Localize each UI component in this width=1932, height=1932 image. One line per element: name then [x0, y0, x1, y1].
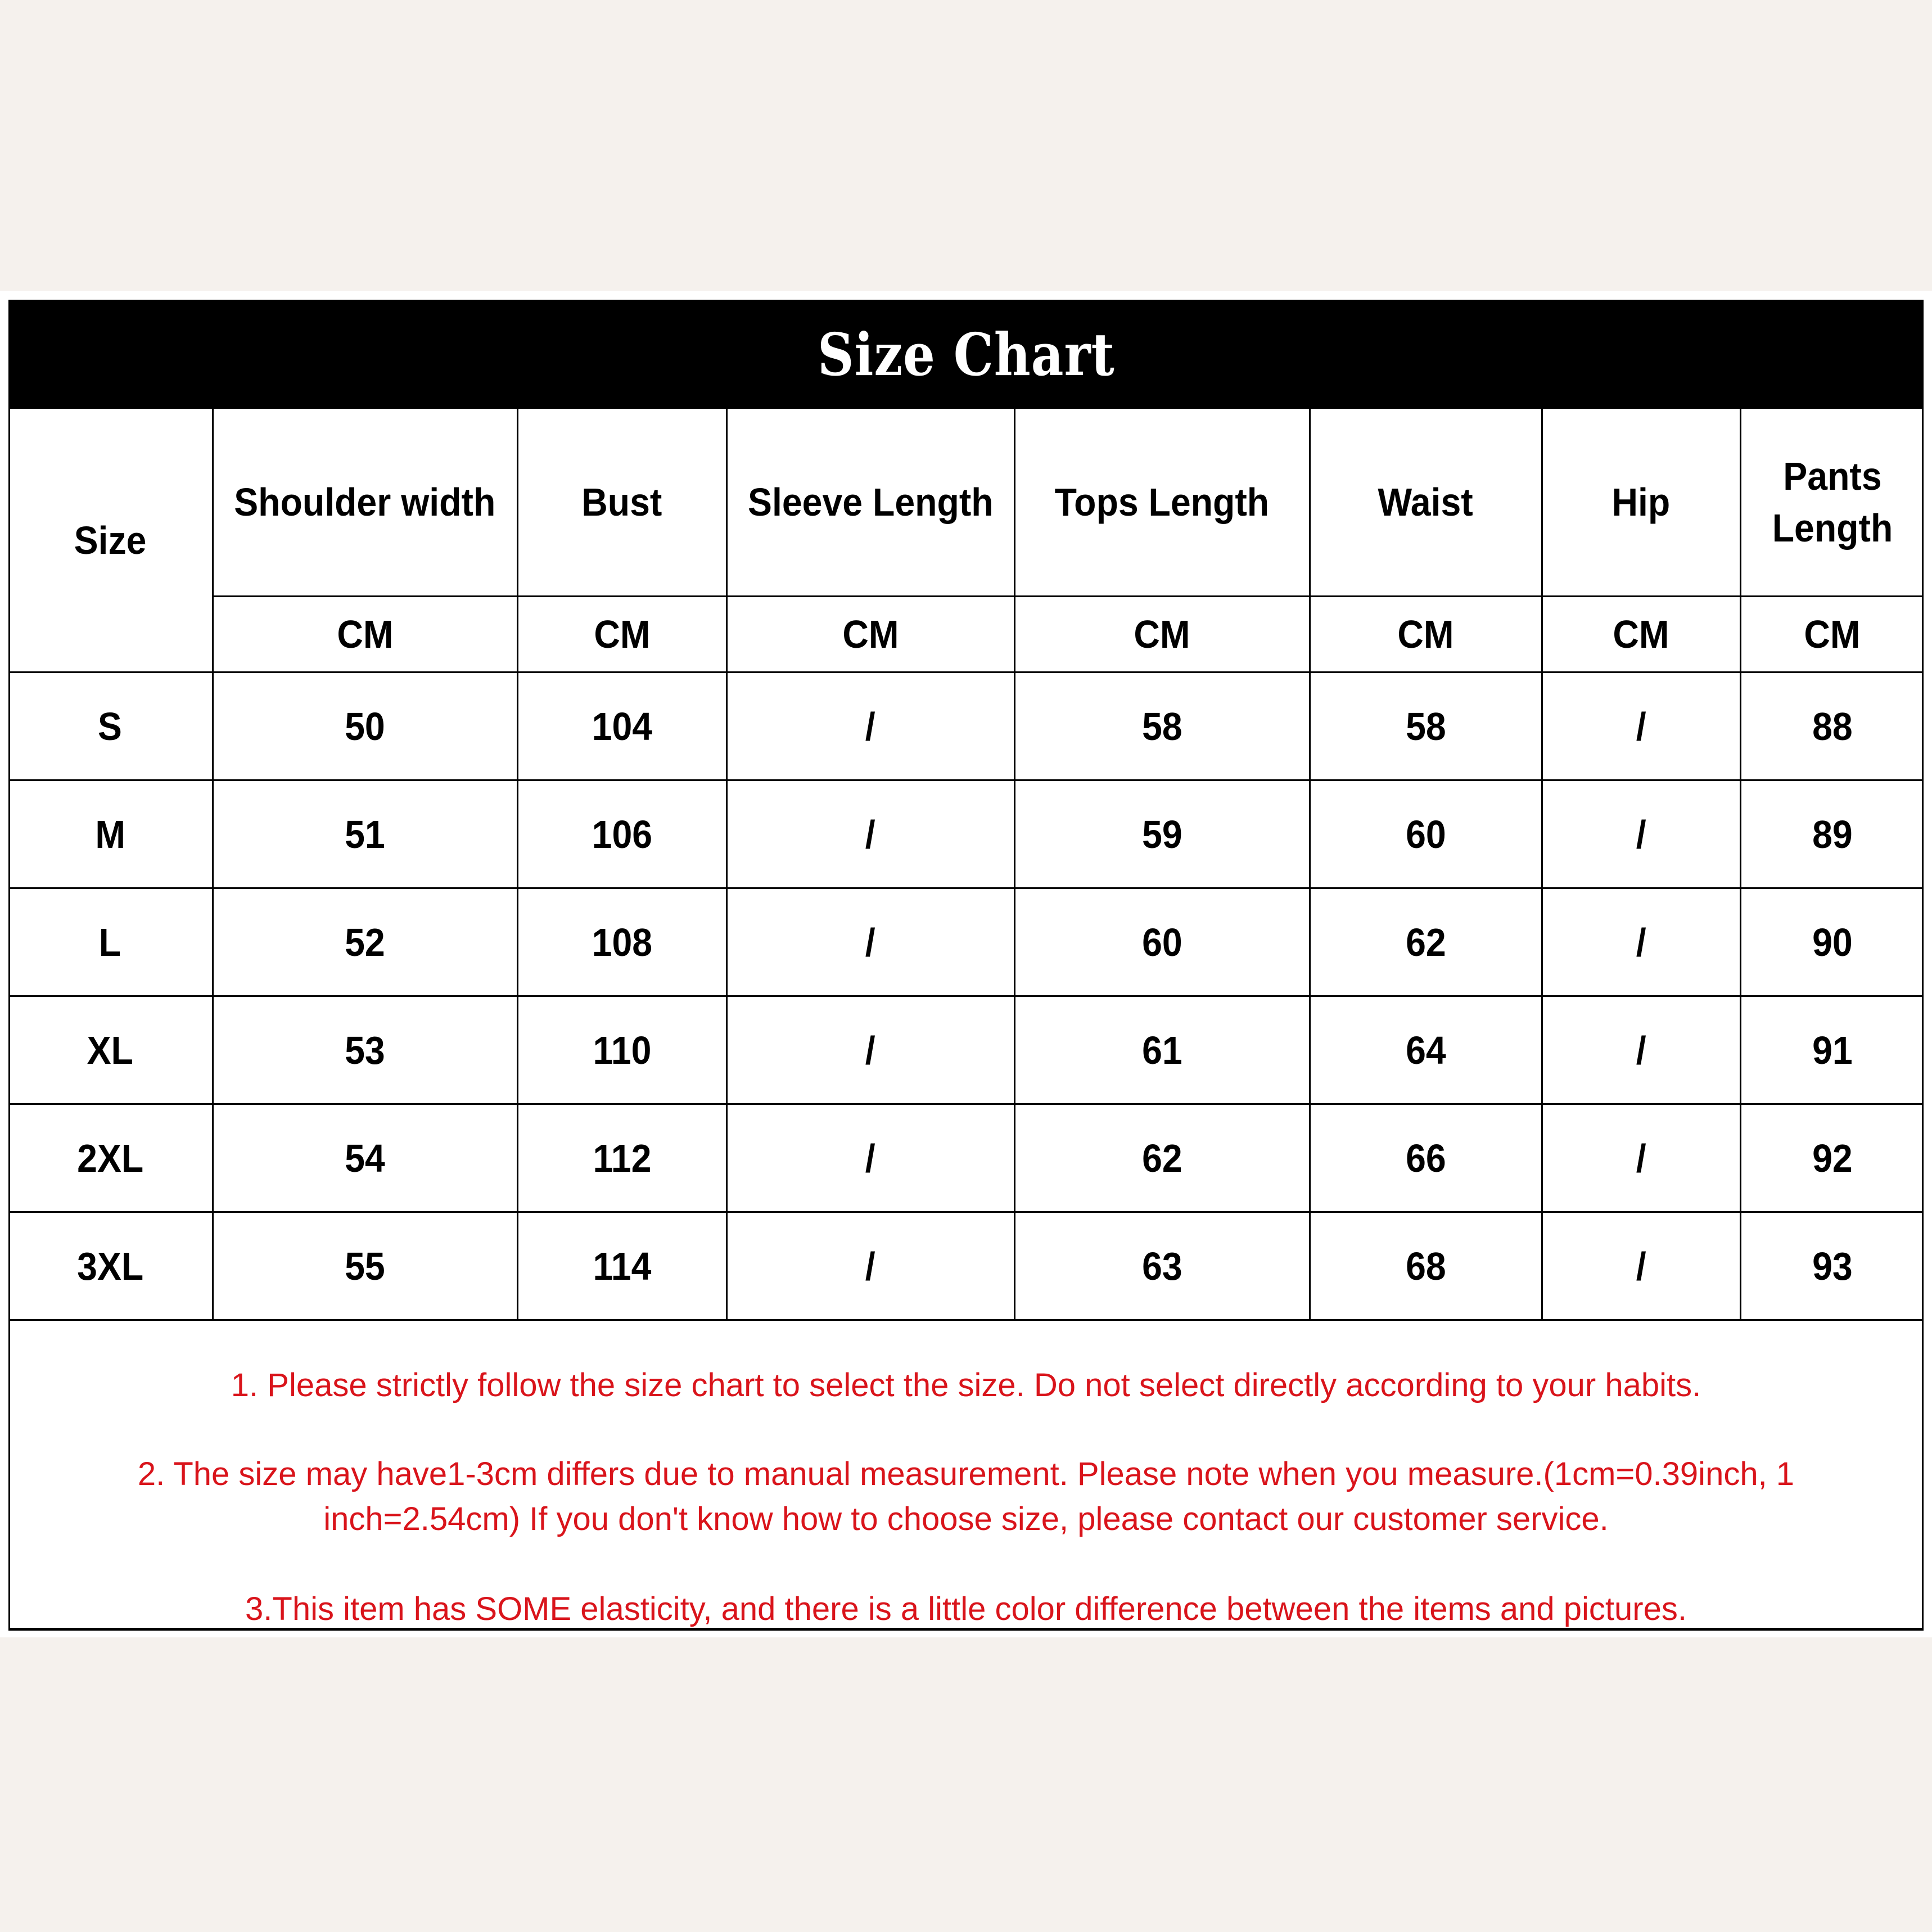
value-cell: /	[1542, 1104, 1740, 1212]
unit-cell: CM	[1310, 597, 1542, 672]
value-cell: /	[1542, 1212, 1740, 1320]
unit-cell: CM	[1014, 597, 1310, 672]
value-cell: 104	[517, 672, 726, 780]
table-row-m	[8, 780, 1924, 888]
value-cell: /	[726, 672, 1014, 780]
header-row	[8, 409, 1924, 597]
value-cell: 110	[517, 996, 726, 1104]
value-cell: 106	[517, 780, 726, 888]
size-header-cell	[8, 409, 213, 672]
value-cell: /	[726, 1212, 1014, 1320]
value-cell: 59	[1014, 780, 1310, 888]
column-header-hip: Hip	[1542, 409, 1740, 597]
value-cell: /	[726, 996, 1014, 1104]
size-cell: 3XL	[8, 1212, 213, 1320]
chart-title: Size Chart	[817, 319, 1115, 389]
table-row-2xl	[8, 1104, 1924, 1212]
unit-cell: CM	[1542, 597, 1740, 672]
value-cell: /	[1542, 780, 1740, 888]
table-row-xl	[8, 996, 1924, 1104]
value-cell: 89	[1740, 780, 1924, 888]
value-cell: 108	[517, 888, 726, 996]
value-cell: /	[726, 1104, 1014, 1212]
value-cell: 60	[1310, 780, 1542, 888]
value-cell: 53	[213, 996, 517, 1104]
column-header-bust: Bust	[517, 409, 726, 597]
value-cell: 114	[517, 1212, 726, 1320]
value-cell: 55	[213, 1212, 517, 1320]
unit-cell: CM	[213, 597, 517, 672]
unit-cell: CM	[1740, 597, 1924, 672]
value-cell: 90	[1740, 888, 1924, 996]
value-cell: /	[1542, 996, 1740, 1104]
unit-cell: CM	[726, 597, 1014, 672]
unit-row	[8, 597, 1924, 672]
value-cell: 62	[1310, 888, 1542, 996]
value-cell: 88	[1740, 672, 1924, 780]
notes-section	[10, 1319, 1922, 1626]
column-header-sleeve-length: Sleeve Length	[726, 409, 1014, 597]
column-header-pants-length: Pants Length	[1740, 409, 1924, 597]
table-row-3xl	[8, 1212, 1924, 1320]
value-cell: 58	[1014, 672, 1310, 780]
size-cell: 2XL	[8, 1104, 213, 1212]
value-cell: 52	[213, 888, 517, 996]
column-header-tops-length: Tops Length	[1014, 409, 1310, 597]
size-cell: L	[8, 888, 213, 996]
value-cell: 93	[1740, 1212, 1924, 1320]
note-3: 3.This item has SOME elasticity, and there is a little color difference between the items and pictures.	[245, 1591, 1687, 1627]
value-cell: /	[726, 780, 1014, 888]
table-row-l	[8, 888, 1924, 996]
value-cell: 92	[1740, 1104, 1924, 1212]
table-row-s	[8, 672, 1924, 780]
value-cell: 58	[1310, 672, 1542, 780]
size-header: Size	[74, 518, 147, 562]
value-cell: 61	[1014, 996, 1310, 1104]
unit-cell: CM	[517, 597, 726, 672]
value-cell: 50	[213, 672, 517, 780]
column-header-waist: Waist	[1310, 409, 1542, 597]
value-cell: 112	[517, 1104, 726, 1212]
size-cell: XL	[8, 996, 213, 1104]
value-cell: 64	[1310, 996, 1542, 1104]
value-cell: /	[1542, 672, 1740, 780]
value-cell: 54	[213, 1104, 517, 1212]
value-cell: 66	[1310, 1104, 1542, 1212]
value-cell: 91	[1740, 996, 1924, 1104]
size-table	[8, 409, 1924, 1321]
size-cell: M	[8, 780, 213, 888]
note-1: 1. Please strictly follow the size chart to select the size. Do not select directly according to your habits.	[231, 1367, 1701, 1403]
column-header-shoulder-width: Shoulder width	[213, 409, 517, 597]
value-cell: /	[1542, 888, 1740, 996]
value-cell: /	[726, 888, 1014, 996]
note-2: 2. The size may have1-3cm differs due to manual measurement. Please note when you measure.(1cm=0.39inch, 1 inch=2.54cm) If you don't know how to choose size, please contact our customer service.	[137, 1456, 1795, 1537]
value-cell: 51	[213, 780, 517, 888]
value-cell: 63	[1014, 1212, 1310, 1320]
value-cell: 60	[1014, 888, 1310, 996]
value-cell: 68	[1310, 1212, 1542, 1320]
value-cell: 62	[1014, 1104, 1310, 1212]
size-cell: S	[8, 672, 213, 780]
